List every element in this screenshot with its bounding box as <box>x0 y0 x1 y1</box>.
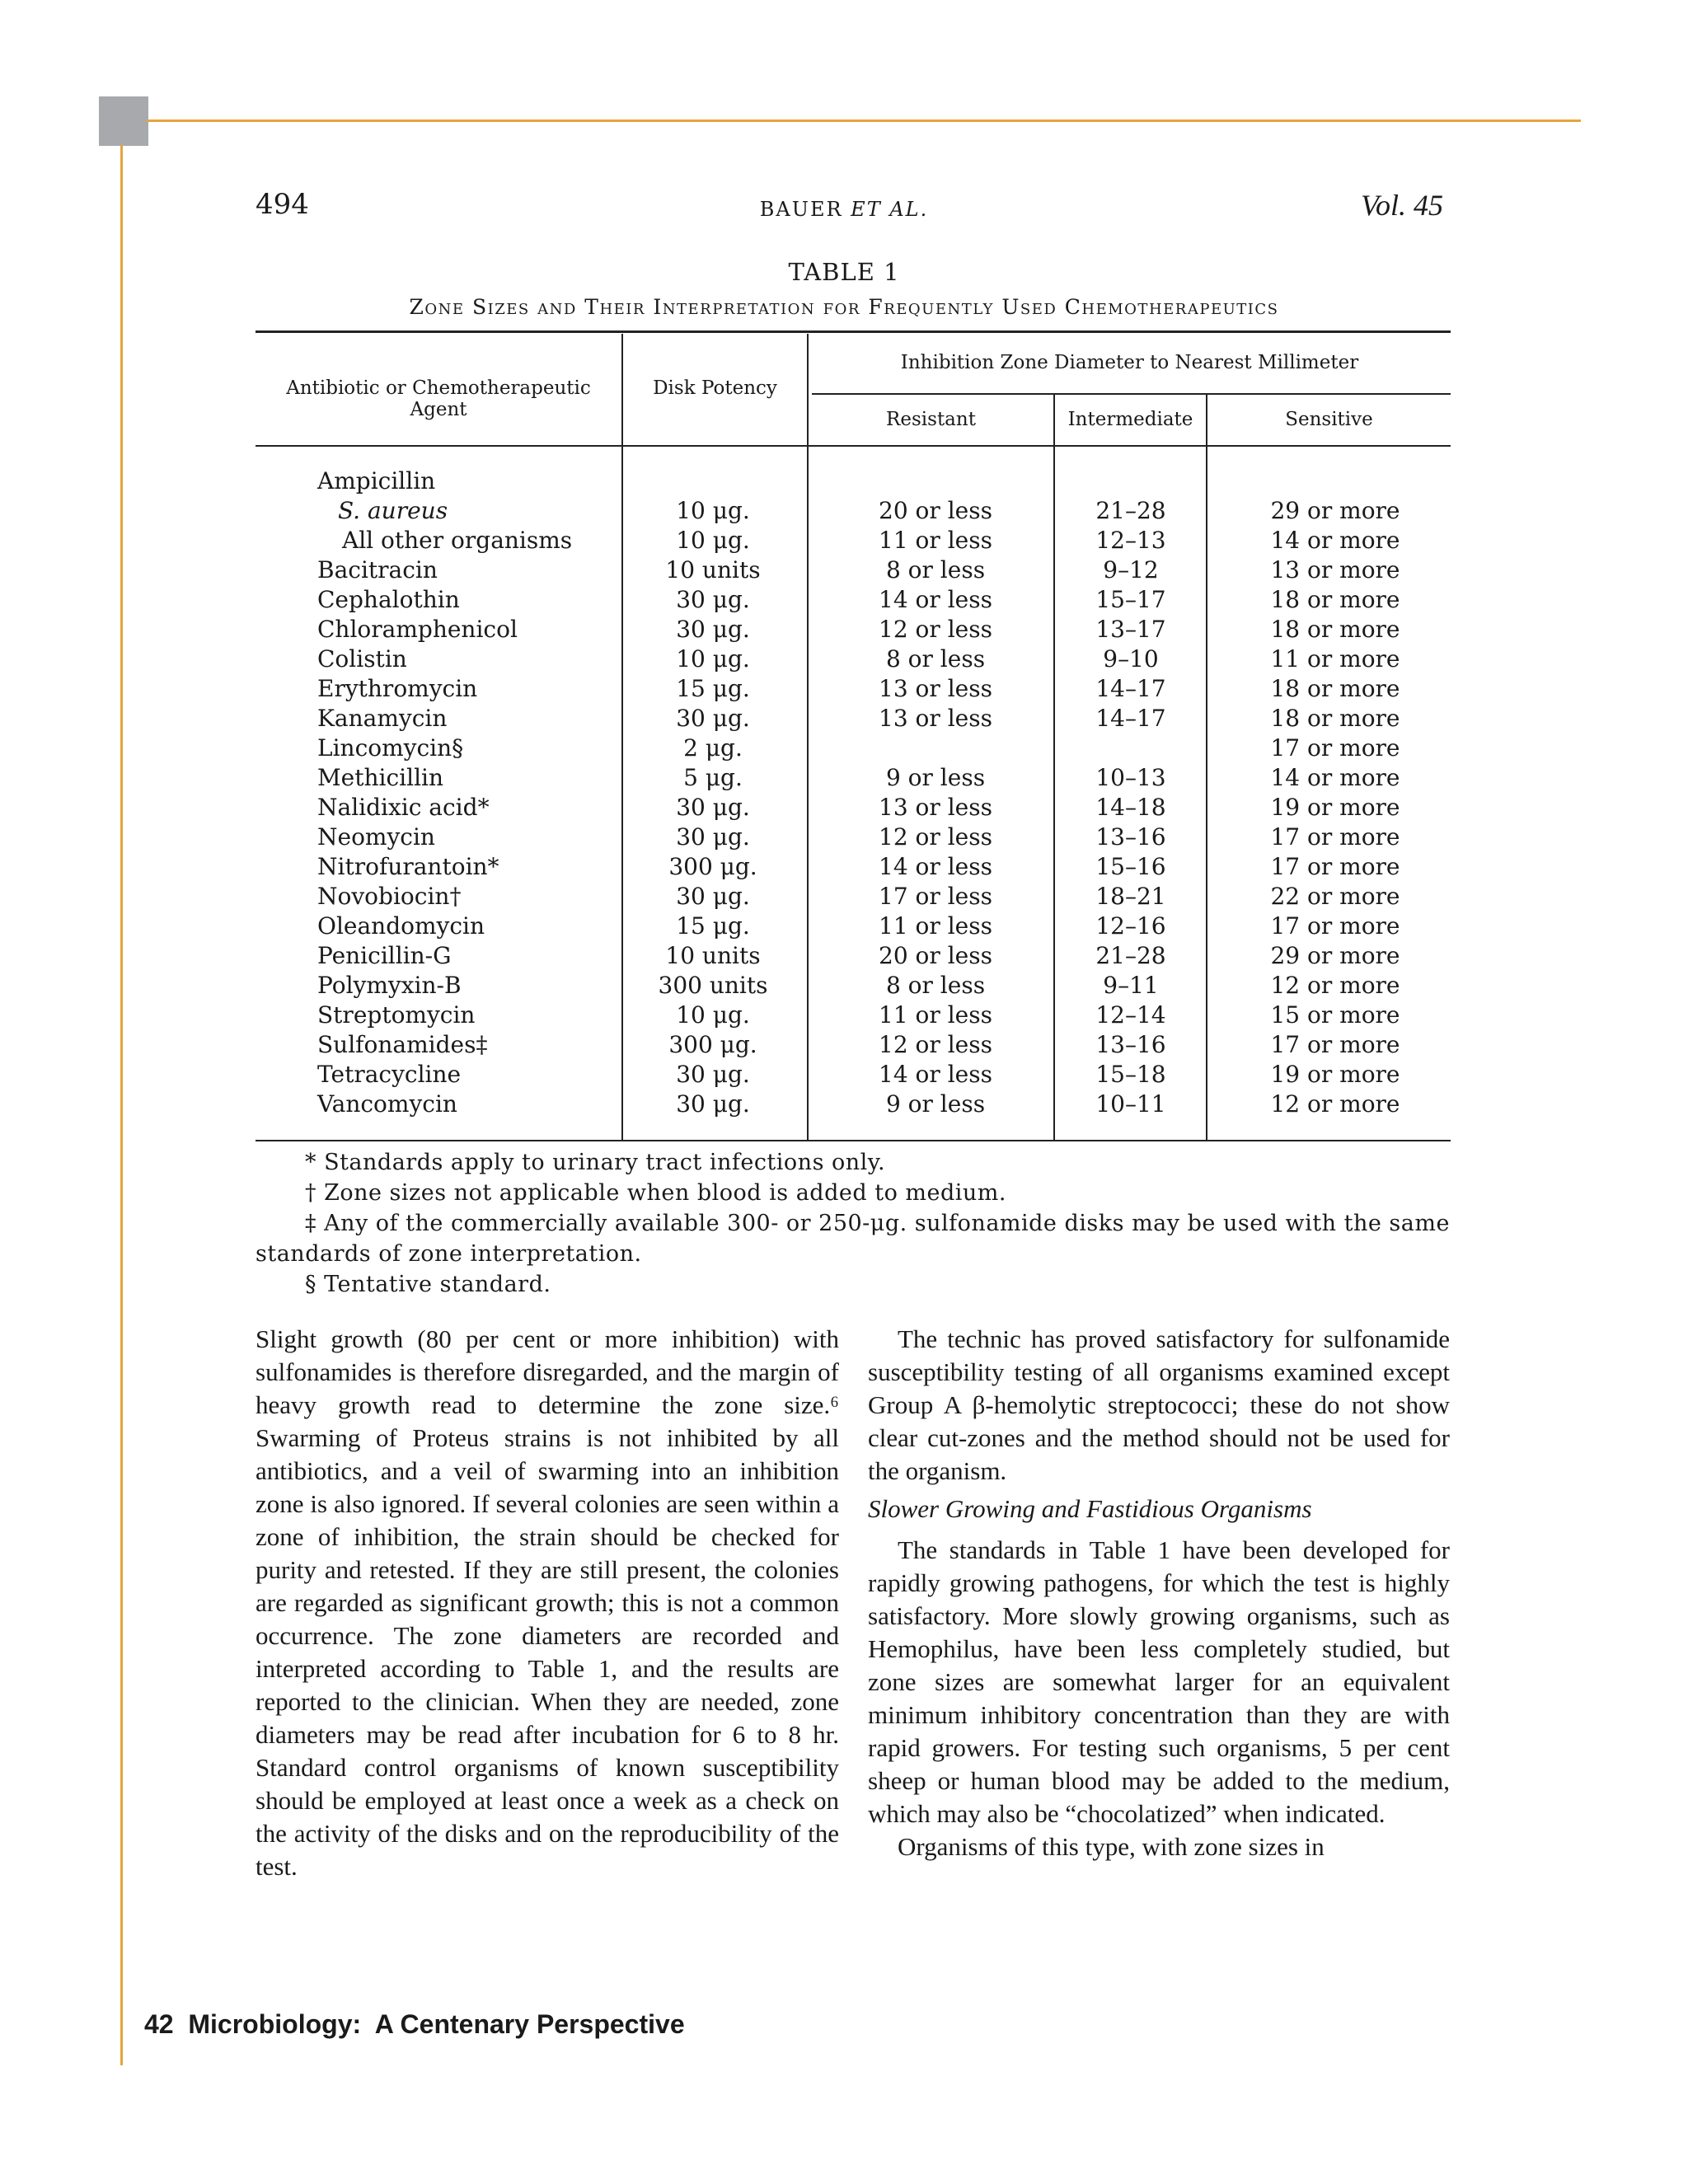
table-row <box>0 675 1688 705</box>
body-column-left <box>256 1323 839 1883</box>
table-caption: Zone Sizes and Their Interpretation for Frequently Used Chemotherapeutics <box>409 295 1279 319</box>
sensitive-cell: 17 or more <box>1270 912 1400 940</box>
agent-cell: Penicillin-G <box>317 942 452 969</box>
agent-cell: Bacitracin <box>317 556 438 583</box>
body-paragraph: The technic has proved satisfactory for sulfonamide susceptibility testing of all organisms examined except Group A β-hemolytic streptococci; these do not show clear cut-zones and the method should not be used for the organism. <box>868 1324 1450 1485</box>
resistant-cell: 8 or less <box>885 556 986 583</box>
table-row <box>0 942 1688 972</box>
disk-cell: 10 μg. <box>676 527 750 554</box>
intermediate-cell: 14–17 <box>1095 675 1166 702</box>
sensitive-cell: 17 or more <box>1270 853 1400 880</box>
agent-cell: Colistin <box>317 645 407 673</box>
footnote-section: § Tentative standard. <box>305 1272 551 1297</box>
disk-cell: 10 μg. <box>676 645 750 673</box>
resistant-cell: 13 or less <box>879 675 992 702</box>
disk-cell: 300 μg. <box>668 853 757 880</box>
intermediate-cell: 21–28 <box>1095 942 1166 969</box>
table-row <box>0 794 1688 823</box>
disk-cell: 30 μg. <box>676 823 750 851</box>
sensitive-cell: 15 or more <box>1270 1001 1400 1029</box>
resistant-cell: 12 or less <box>879 616 992 643</box>
footnote-asterisk: * Standards apply to urinary tract infections only. <box>305 1150 886 1175</box>
agent-cell: Streptomycin <box>317 1001 476 1029</box>
sensitive-cell: 17 or more <box>1270 734 1400 762</box>
header-bottom-rule <box>256 445 1451 447</box>
disk-cell: 10 units <box>665 942 761 969</box>
resistant-cell: 14 or less <box>879 1061 992 1088</box>
table-row <box>0 823 1688 853</box>
intermediate-cell: 13–17 <box>1095 616 1166 643</box>
disk-cell: 30 μg. <box>676 586 750 613</box>
header-zone-group: Inhibition Zone Diameter to Nearest Millimeter <box>900 352 1359 373</box>
intermediate-cell: 13–16 <box>1095 1031 1166 1058</box>
table-row <box>0 1031 1688 1061</box>
header-intermediate: Intermediate <box>1067 409 1193 430</box>
agent-cell: Nitrofurantoin* <box>317 853 499 880</box>
agent-cell: Sulfonamides‡ <box>317 1031 488 1058</box>
body-paragraph: Organisms of this type, with zone sizes in <box>898 1832 1325 1861</box>
agent-cell: Erythromycin <box>317 675 478 702</box>
sensitive-cell: 17 or more <box>1270 1031 1400 1058</box>
disk-cell: 15 μg. <box>676 912 750 940</box>
disk-cell: 300 μg. <box>668 1031 757 1058</box>
table-row <box>0 467 1688 497</box>
table-row <box>0 912 1688 942</box>
footnote-dagger: † Zone sizes not applicable when blood is added to medium. <box>305 1180 1006 1206</box>
disk-cell: 10 μg. <box>676 497 750 524</box>
agent-cell: Kanamycin <box>317 705 448 732</box>
footnote-double-dagger: ‡ Any of the commercially available 300- or 250-μg. sulfonamide disks may be used with the same standards of zone interpretation. <box>256 1211 1450 1267</box>
agent-cell: Novobiocin† <box>317 883 462 910</box>
page-number: 494 <box>256 188 309 221</box>
sensitive-cell: 18 or more <box>1270 675 1400 702</box>
sensitive-cell: 11 or more <box>1270 645 1400 673</box>
zone-group-rule <box>812 393 1451 395</box>
table-row <box>0 556 1688 586</box>
intermediate-cell: 14–17 <box>1095 705 1166 732</box>
table-row <box>0 1061 1688 1090</box>
table-row <box>0 972 1688 1001</box>
intermediate-cell: 21–28 <box>1095 497 1166 524</box>
intermediate-cell: 15–16 <box>1095 853 1166 880</box>
resistant-cell: 11 or less <box>879 527 992 554</box>
intermediate-cell: 13–16 <box>1095 823 1166 851</box>
intermediate-cell: 14–18 <box>1095 794 1166 821</box>
sensitive-cell: 14 or more <box>1270 527 1400 554</box>
table-footnotes <box>256 1147 1451 1300</box>
resistant-cell: 9 or less <box>885 1090 986 1118</box>
disk-cell: 10 μg. <box>676 1001 750 1029</box>
resistant-cell: 13 or less <box>879 794 992 821</box>
disk-cell: 30 μg. <box>676 1090 750 1118</box>
agent-cell: Vancomycin <box>317 1090 457 1118</box>
header-agent: Antibiotic or Chemotherapeutic Agent <box>286 377 591 420</box>
sensitive-cell: 22 or more <box>1270 883 1400 910</box>
agent-cell: Polymyxin-B <box>317 972 462 999</box>
header-resistant: Resistant <box>886 409 976 430</box>
table-number: TABLE 1 <box>788 258 900 286</box>
resistant-cell: 13 or less <box>879 705 992 732</box>
resistant-cell: 11 or less <box>879 912 992 940</box>
intermediate-cell: 12–14 <box>1095 1001 1166 1029</box>
disk-cell: 15 μg. <box>676 675 750 702</box>
agent-cell: Methicillin <box>317 764 444 791</box>
table-row <box>0 497 1688 527</box>
body-column-right <box>868 1323 1450 1863</box>
body-paragraph: Slight growth (80 per cent or more inhibition) with sulfonamides is therefore disregarded, and the margin of heavy growth read to determine the zone size.⁶ Swarming of Proteus strains is not inhibited by all antibiotics, and a veil of swarming into an inhibition zone is also ignored. If several colonies are seen within a zone of inhibition, the strain should be checked for purity and retested. If they are still present, the colonies are regarded as significant growth; this is not a common occurrence. The zone diameters are recorded and interpreted according to Table 1, and the results are reported to the clinician. When they are needed, zone diameters may be read after incubation for 6 to 8 hr. Standard control organisms of known susceptibility should be employed at least once a week as a check on the activity of the disks and on the reproducibility of the test. <box>256 1324 839 1881</box>
section-subheading: Slower Growing and Fastidious Organisms <box>868 1494 1312 1523</box>
table-top-rule <box>256 330 1451 333</box>
book-footer: 42 Microbiology: A Centenary Perspective <box>144 2009 685 2039</box>
agent-cell: Chloramphenicol <box>317 616 518 643</box>
table-row <box>0 1090 1688 1120</box>
header-disk-potency: Disk Potency <box>653 377 777 399</box>
sensitive-cell: 29 or more <box>1270 497 1400 524</box>
intermediate-cell: 15–17 <box>1095 586 1166 613</box>
disk-cell: 30 μg. <box>676 616 750 643</box>
resistant-cell: 14 or less <box>879 586 992 613</box>
agent-cell: Oleandomycin <box>317 912 485 940</box>
table-row <box>0 764 1688 794</box>
intermediate-cell: 12–16 <box>1095 912 1166 940</box>
resistant-cell: 9 or less <box>885 764 986 791</box>
sensitive-cell: 18 or more <box>1270 586 1400 613</box>
agent-cell: S. aureus <box>338 497 448 524</box>
agent-cell: Lincomycin§ <box>317 734 464 762</box>
disk-cell: 5 μg. <box>683 764 743 791</box>
intermediate-cell: 9–11 <box>1103 972 1159 999</box>
running-head-authors: BAUER <box>759 198 851 221</box>
sensitive-cell: 12 or more <box>1270 1090 1400 1118</box>
top-accent-rule <box>147 120 1581 122</box>
body-paragraph: The standards in Table 1 have been developed for rapidly growing pathogens, for which the test is highly satisfactory. More slowly growing organisms, such as Hemophilus, have been less completely studied, but zone sizes are somewhat larger for an equivalent minimum inhibitory concentration than they are with rapid growers. For testing such organisms, 5 per cent sheep or human blood may be added to the medium, which may also be “chocolatized” when indicated. <box>868 1535 1450 1828</box>
agent-cell: All other organisms <box>342 527 573 554</box>
resistant-cell: 20 or less <box>879 942 992 969</box>
sensitive-cell: 12 or more <box>1270 972 1400 999</box>
intermediate-cell: 12–13 <box>1095 527 1166 554</box>
table-row <box>0 616 1688 645</box>
intermediate-cell: 10–13 <box>1095 764 1166 791</box>
agent-cell: Nalidixic acid* <box>317 794 490 821</box>
sensitive-cell: 18 or more <box>1270 616 1400 643</box>
sensitive-cell: 29 or more <box>1270 942 1400 969</box>
intermediate-cell: 18–21 <box>1095 883 1166 910</box>
table-row <box>0 645 1688 675</box>
resistant-cell: 8 or less <box>885 645 986 673</box>
disk-cell: 300 units <box>658 972 768 999</box>
table-bottom-rule <box>256 1140 1451 1141</box>
table-row <box>0 586 1688 616</box>
resistant-cell: 8 or less <box>885 972 986 999</box>
intermediate-cell: 10–11 <box>1095 1090 1166 1118</box>
resistant-cell: 12 or less <box>879 823 992 851</box>
disk-cell: 30 μg. <box>676 705 750 732</box>
disk-cell: 10 units <box>665 556 761 583</box>
corner-square-decoration <box>99 96 148 146</box>
intermediate-cell: 15–18 <box>1095 1061 1166 1088</box>
agent-cell: Cephalothin <box>317 586 460 613</box>
sensitive-cell: 19 or more <box>1270 1061 1400 1088</box>
resistant-cell: 12 or less <box>879 1031 992 1058</box>
agent-cell: Ampicillin <box>317 467 436 494</box>
sensitive-cell: 18 or more <box>1270 705 1400 732</box>
intermediate-cell: 9–12 <box>1103 556 1159 583</box>
header-sensitive: Sensitive <box>1285 409 1373 430</box>
sensitive-cell: 19 or more <box>1270 794 1400 821</box>
sensitive-cell: 17 or more <box>1270 823 1400 851</box>
agent-cell: Tetracycline <box>317 1061 462 1088</box>
resistant-cell: 14 or less <box>879 853 992 880</box>
sensitive-cell: 13 or more <box>1270 556 1400 583</box>
resistant-cell: 17 or less <box>879 883 992 910</box>
table-row <box>0 734 1688 764</box>
table-row <box>0 883 1688 912</box>
intermediate-cell: 9–10 <box>1103 645 1159 673</box>
table-row <box>0 1001 1688 1031</box>
table-row <box>0 853 1688 883</box>
disk-cell: 30 μg. <box>676 1061 750 1088</box>
resistant-cell: 20 or less <box>879 497 992 524</box>
table-row <box>0 705 1688 734</box>
running-head-etal: ET AL. <box>851 198 929 221</box>
sensitive-cell: 14 or more <box>1270 764 1400 791</box>
resistant-cell: 11 or less <box>879 1001 992 1029</box>
disk-cell: 30 μg. <box>676 794 750 821</box>
disk-cell: 2 μg. <box>683 734 743 762</box>
table-row <box>0 527 1688 556</box>
volume-label: Vol. 45 <box>1360 189 1443 222</box>
agent-cell: Neomycin <box>317 823 435 851</box>
disk-cell: 30 μg. <box>676 883 750 910</box>
